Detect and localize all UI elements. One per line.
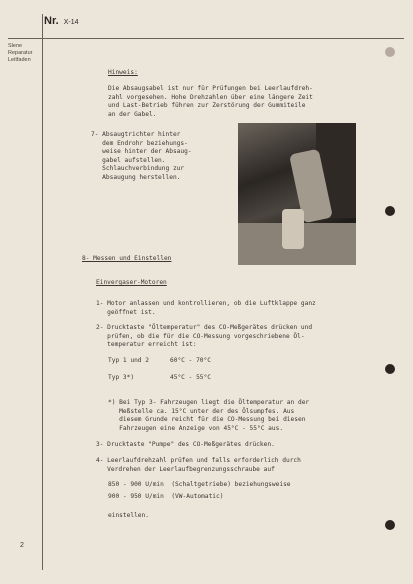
section-8-title: 8- Messen und Einstellen xyxy=(82,255,172,262)
document-number xyxy=(44,15,79,27)
footnote-text: *) Bei Typ 3- Fahrzeugen liegt die Öltemperatur an der Meßstelle ca. 15°C unter der des Ölsumpfes. Aus diesem Grunde reicht für die CO-Messung bei diesen Fahrzeugen eine Anzeige von 45°C - 55°C aus. xyxy=(108,399,310,432)
photo-hose-shape xyxy=(282,209,304,249)
einstellen-text: einstellen. xyxy=(108,512,149,519)
hinweis-text: Die Absaugsabel ist nur für Prüfungen bei Leerlaufdreh- zahl vorgesehen. Hohe Drehzahlen über eine längere Zeit und Last-Betrieb führen zur Zerstörung der Gummiteile an der Gabel. xyxy=(108,85,313,118)
punch-hole-lower xyxy=(385,364,395,374)
step-3-text: 3- Drucktaste "Pumpe" des CO-Meßgerätes drücken. xyxy=(96,441,275,448)
punch-hole-upper xyxy=(385,206,395,216)
header-rule xyxy=(8,38,404,39)
margin-rule xyxy=(42,14,43,570)
rpm-automatic-text: 900 - 950 U/min (VW-Automatic) xyxy=(108,493,224,500)
page-number: 2 xyxy=(20,542,24,549)
step-7-text: 7- Absaugtrichter hinter dem Endrohr beziehungs- weise hinter der Absaug- gabel aufstellen. Schlauchverbindung zur Absaugung herstellen. xyxy=(91,131,192,181)
step-2-text: 2- Drucktaste "Öltemperatur" des CO-Meßgerätes drücken und prüfen, ob die für die CO-Messung vorgeschriebene Öl- temperatur erreicht ist: xyxy=(96,324,313,349)
typ-1-2-label: Typ 1 und 2 xyxy=(108,357,149,364)
rpm-manual-text: 850 - 900 U/min (Schaltgetriebe) beziehungsweise xyxy=(108,481,291,488)
nr-value: X-14 xyxy=(63,19,79,26)
nr-label: Nr. xyxy=(44,15,59,27)
typ-1-2-value: 60°C - 70°C xyxy=(170,357,211,364)
punch-hole-top xyxy=(385,47,395,57)
exhaust-funnel-photo xyxy=(238,123,356,265)
subsection-title: Einvergaser-Motoren xyxy=(96,279,167,286)
typ-3-value: 45°C - 55°C xyxy=(170,374,211,381)
step-1-text: 1- Motor anlassen und kontrollieren, ob die Luftklappe ganz geöffnet ist. xyxy=(96,300,316,316)
step-4-text: 4- Leerlaufdrehzahl prüfen und falls erforderlich durch Verdrehen der Leerlaufbegrenzungsschraube auf xyxy=(96,457,301,473)
typ-3-label: Typ 3*) xyxy=(108,374,135,381)
punch-hole-bottom xyxy=(385,520,395,530)
hinweis-title: Hinweis: xyxy=(108,69,138,76)
sidebar-label: Slene Reparatur Leitfaden xyxy=(8,43,33,63)
